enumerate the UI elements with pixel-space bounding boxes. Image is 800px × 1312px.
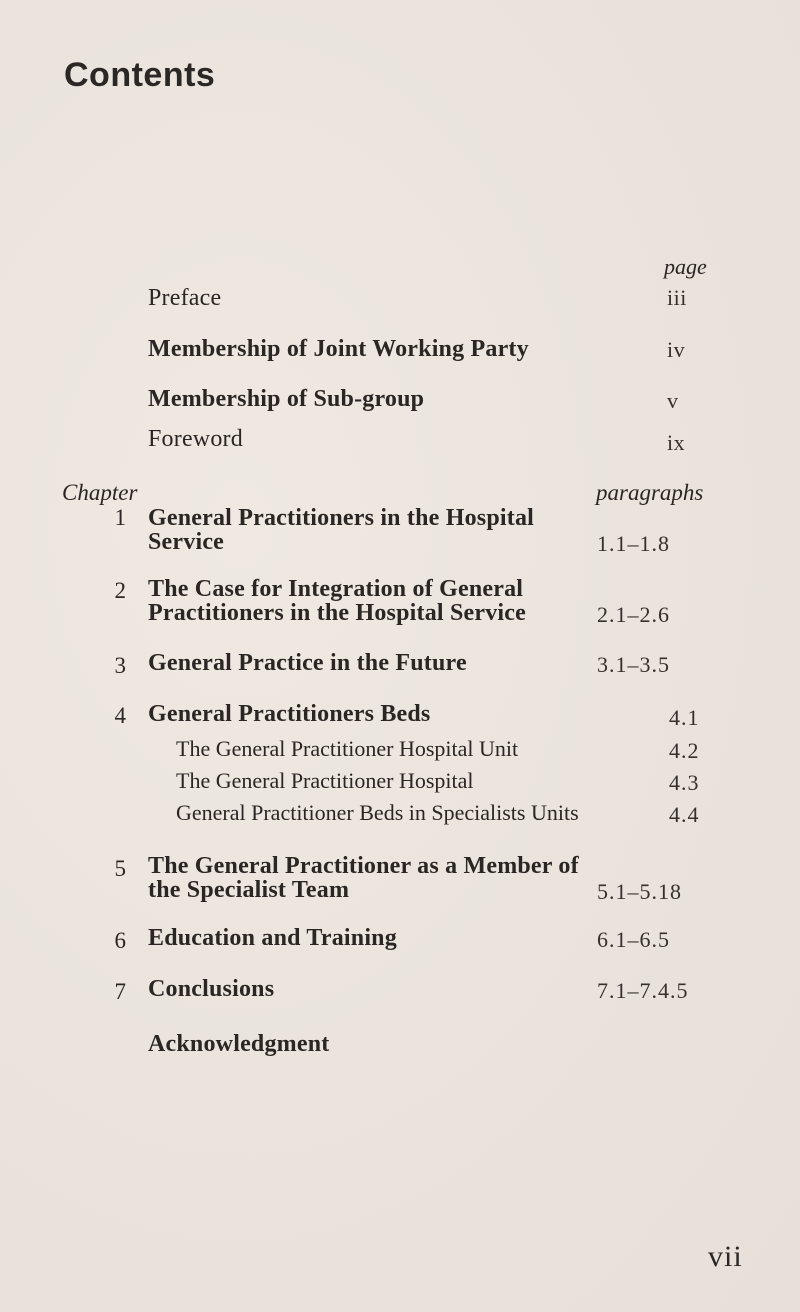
chapter-paragraphs: 4.1 <box>669 705 700 730</box>
chapter-title: Education and Training <box>148 925 397 951</box>
subsection-title: The General Practitioner Hospital <box>176 768 474 793</box>
chapter-number: 2 <box>114 578 126 603</box>
chapter-title-line2: the Specialist Team <box>148 877 350 903</box>
chapter-column-header: Chapter <box>62 480 138 505</box>
chapter-paragraphs: 6.1–6.5 <box>597 927 670 952</box>
toc-page-membership-joint: iv <box>667 337 686 362</box>
subsection-paragraphs: 4.4 <box>669 802 700 827</box>
toc-page-preface: iii <box>667 285 687 310</box>
page-title: Contents <box>64 56 216 94</box>
page-column-header: page <box>664 254 707 279</box>
chapter-title: General Practitioners Beds <box>148 701 431 727</box>
toc-entry-preface: Preface <box>148 285 222 311</box>
toc-entry-foreword: Foreword <box>148 426 243 452</box>
subsection-paragraphs: 4.2 <box>669 738 700 763</box>
subsection-title: General Practitioner Beds in Specialists Units <box>176 800 579 825</box>
chapter-number: 4 <box>114 703 126 728</box>
chapter-title-line1: The General Practitioner as a Member of <box>148 853 579 879</box>
chapter-paragraphs: 7.1–7.4.5 <box>597 978 689 1003</box>
toc-entry-membership-joint: Membership of Joint Working Party <box>148 336 529 362</box>
chapter-number: 3 <box>114 653 126 678</box>
chapter-title: Conclusions <box>148 976 275 1002</box>
chapter-paragraphs: 2.1–2.6 <box>597 602 670 627</box>
chapter-title-line2: Service <box>148 529 225 555</box>
chapter-number: 1 <box>114 505 126 530</box>
toc-page-foreword: ix <box>667 430 686 455</box>
chapter-title-line2: Practitioners in the Hospital Service <box>148 600 526 626</box>
chapter-title-line1: The Case for Integration of General <box>148 576 524 602</box>
chapter-paragraphs: 5.1–5.18 <box>597 879 682 904</box>
chapter-number: 6 <box>114 928 126 953</box>
subsection-paragraphs: 4.3 <box>669 770 700 795</box>
chapter-title: General Practice in the Future <box>148 650 467 676</box>
chapter-paragraphs: 3.1–3.5 <box>597 652 670 677</box>
chapter-number: 7 <box>114 979 126 1004</box>
paragraphs-column-header: paragraphs <box>596 480 704 505</box>
toc-entry-membership-subgroup: Membership of Sub-group <box>148 386 425 412</box>
chapter-title-line1: General Practitioners in the Hospital <box>148 505 535 531</box>
toc-entry-acknowledgment: Acknowledgment <box>148 1031 330 1057</box>
toc-page-membership-subgroup: v <box>667 388 679 413</box>
page-number: vii <box>708 1240 743 1273</box>
chapter-number: 5 <box>114 856 126 881</box>
subsection-title: The General Practitioner Hospital Unit <box>176 736 519 761</box>
chapter-paragraphs: 1.1–1.8 <box>597 531 670 556</box>
